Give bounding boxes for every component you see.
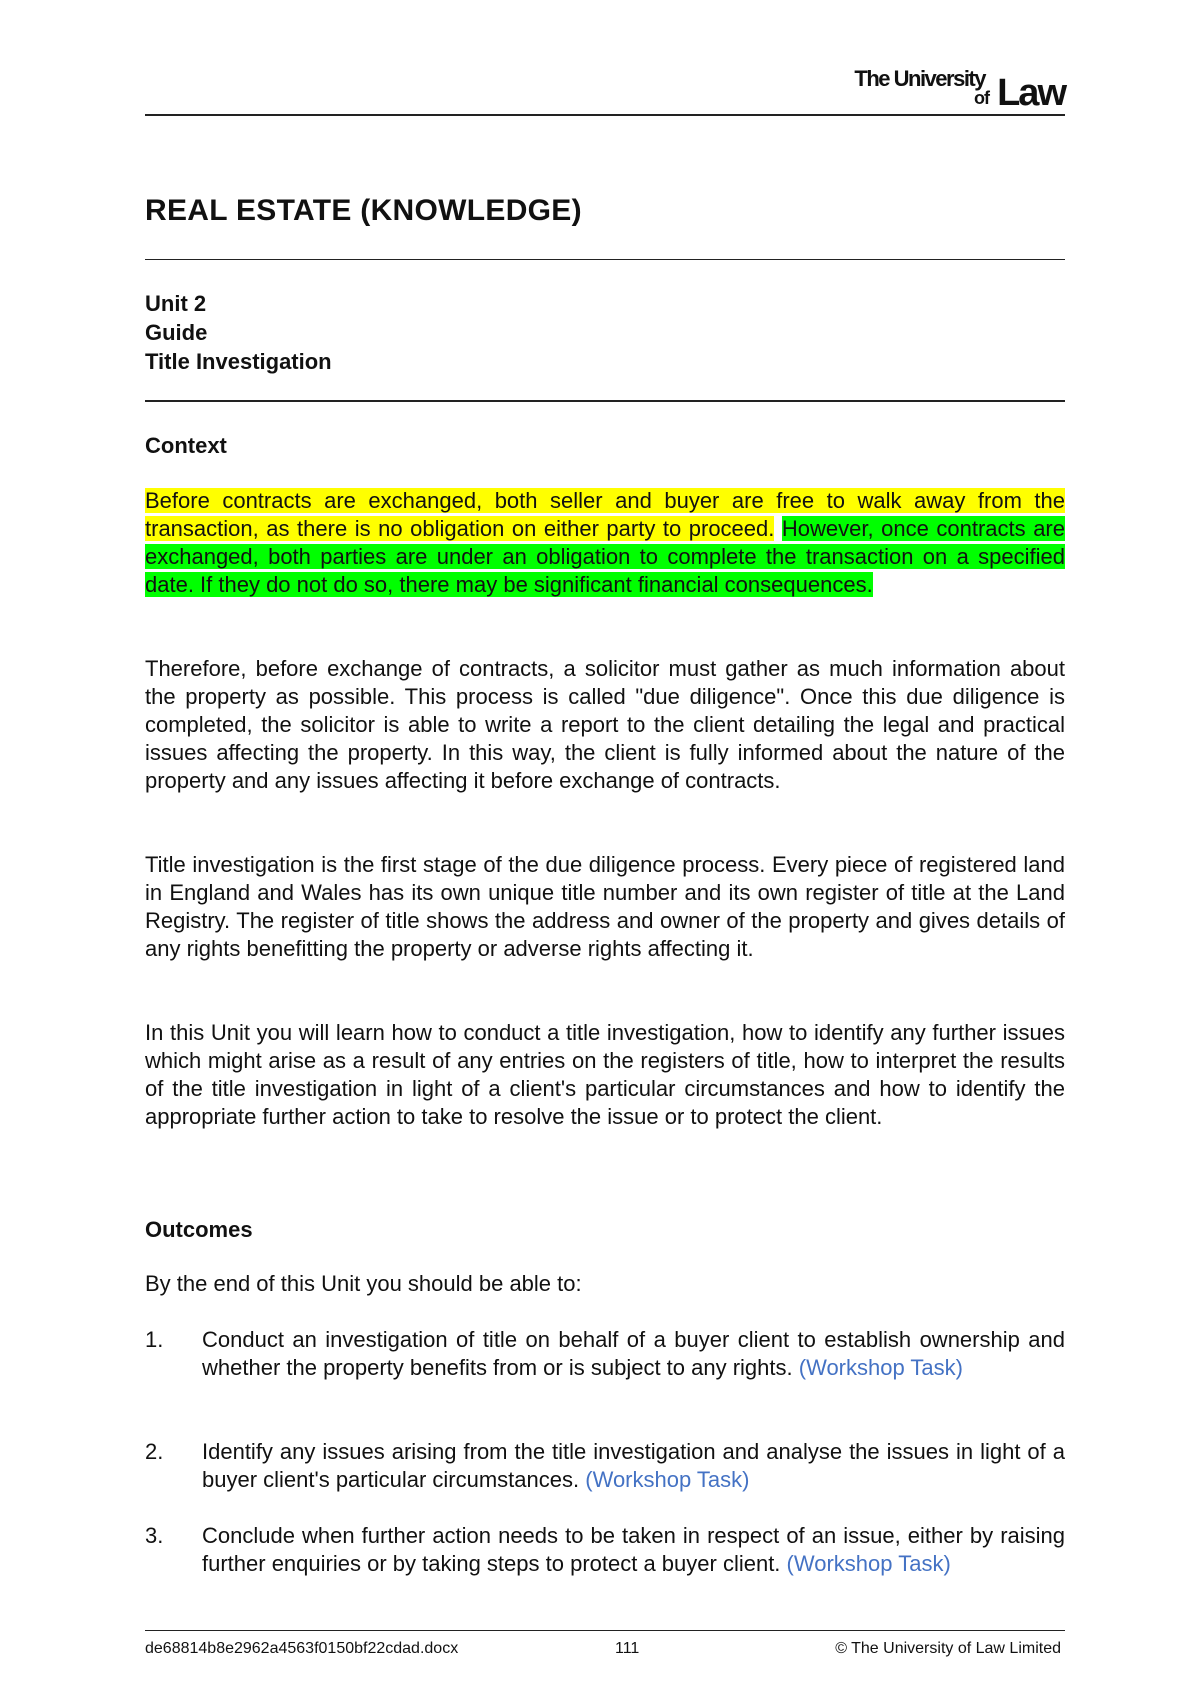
logo-line-1: The University [854, 66, 985, 91]
context-heading: Context [145, 433, 227, 458]
outcome-number: 3. [145, 1523, 164, 1548]
outcome-text [202, 1438, 1065, 1494]
green-highlight-text: However, once contracts are exchanged, both parties are under an obligation to complete the transaction on a specified date. If they do not do so, there may be significant financial consequences. [145, 516, 1065, 597]
unit-type: Guide [145, 320, 208, 345]
outcome-text [202, 1326, 1065, 1382]
university-logo [845, 64, 1065, 114]
workshop-task-link[interactable]: (Workshop Task) [798, 1355, 963, 1380]
outcome-number: 1. [145, 1327, 164, 1352]
workshop-task-link[interactable]: (Workshop Task) [585, 1467, 750, 1492]
outcome-description: Identify any issues arising from the title investigation and analyse the issues in light of a buyer client's particular circumstances. [202, 1439, 1065, 1492]
outcomes-intro: By the end of this Unit you should be able to: [145, 1271, 582, 1296]
title-divider [145, 259, 1065, 260]
footer-filename: de68814b8e2962a4563f0150bf22cdad.docx [145, 1640, 459, 1657]
outcome-text [202, 1522, 1065, 1578]
footer-page-number: 111 [615, 1640, 640, 1657]
outcomes-heading: Outcomes [145, 1217, 253, 1242]
unit-topic: Title Investigation [145, 349, 332, 374]
context-paragraph-2: Therefore, before exchange of contracts, a solicitor must gather as much information about the property as possible. This process is called "due diligence". Once this due diligence is completed, the solicitor is able to write a report to the client detailing the legal and practical issues affecting the property. In this way, the client is fully informed about the nature of the property and any issues affecting it before exchange of contracts. [145, 656, 1065, 793]
workshop-task-link[interactable]: (Workshop Task) [786, 1551, 951, 1576]
context-paragraph-4: In this Unit you will learn how to conduct a title investigation, how to identify any further issues which might arise as a result of any entries on the registers of title, how to interpret the results of the title investigation in light of a client's particular circumstances and how to identify the appropriate further action to take to resolve the issue or to protect the client. [145, 1020, 1065, 1129]
outcome-description: Conclude when further action needs to be taken in respect of an issue, either by raising further enquiries or by taking steps to protect a buyer client. [202, 1523, 1065, 1576]
logo-line-2: of [974, 88, 989, 108]
footer-copyright: © The University of Law Limited [835, 1640, 1061, 1657]
context-paragraph-3: Title investigation is the first stage of the due diligence process. Every piece of registered land in England and Wales has its own unique title number and its own register of title at the Land Registry. The register of title shows the address and owner of the property and gives details of any rights benefitting the property or adverse rights affecting it. [145, 852, 1065, 961]
yellow-highlight-text: Before contracts are exchanged, both seller and buyer are free to walk away from the transaction, as there is no obligation on either party to proceed. [145, 488, 1065, 541]
footer-divider [145, 1630, 1065, 1631]
unit-number: Unit 2 [145, 291, 207, 316]
logo-line-3: Law [997, 72, 1065, 114]
header-divider [145, 114, 1065, 116]
outcome-number: 2. [145, 1439, 164, 1464]
document-title: REAL ESTATE (KNOWLEDGE) [145, 194, 582, 227]
unit-info [145, 289, 332, 376]
context-paragraph-1 [145, 487, 1065, 599]
outcome-description: Conduct an investigation of title on behalf of a buyer client to establish ownership and whether the property benefits from or is subject to any rights. [202, 1327, 1065, 1380]
unit-divider [145, 400, 1065, 402]
